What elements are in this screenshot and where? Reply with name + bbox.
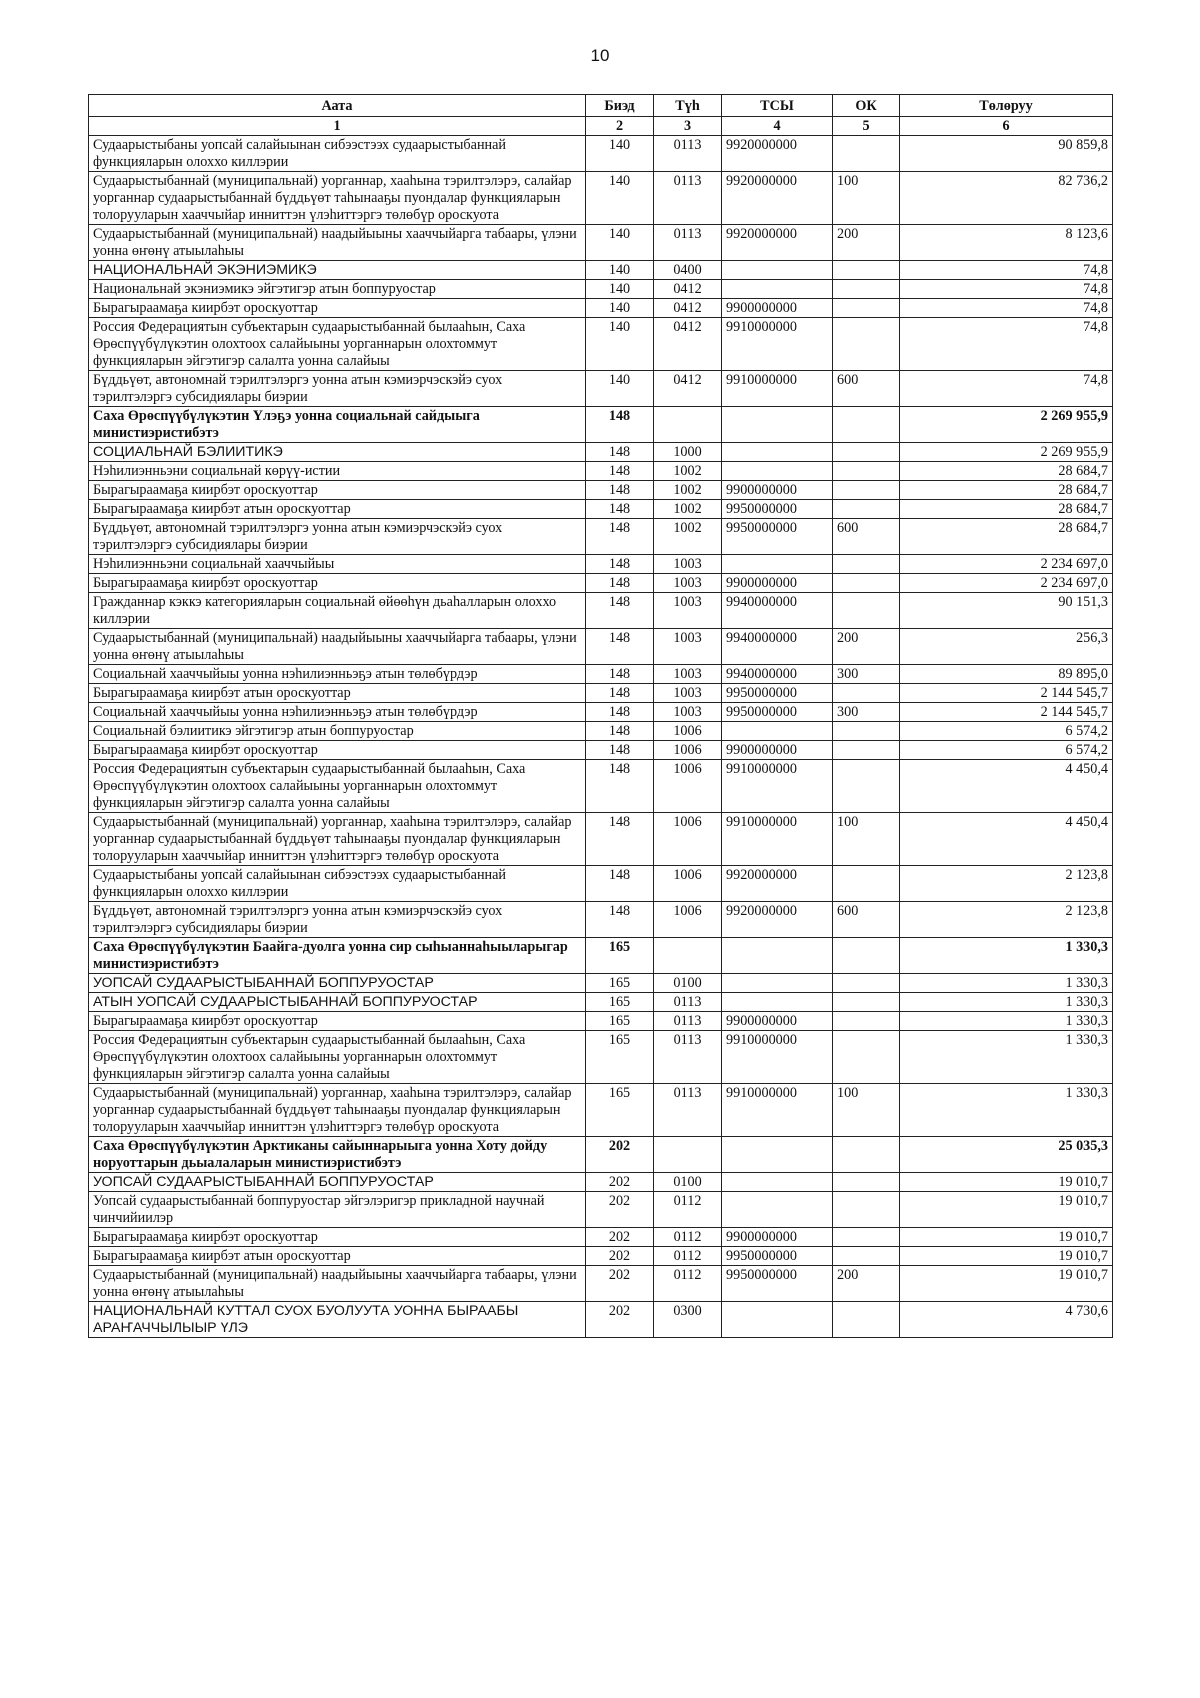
row-ok-cell: 300 [833, 703, 900, 722]
row-amount-cell: 6 574,2 [900, 722, 1113, 741]
row-ok-cell [833, 318, 900, 371]
row-tsy-cell [722, 280, 833, 299]
table-row [89, 813, 1113, 866]
row-ved-cell: 148 [586, 866, 654, 902]
row-ved-cell: 148 [586, 462, 654, 481]
row-amount-cell: 4 450,4 [900, 813, 1113, 866]
row-ok-cell: 600 [833, 902, 900, 938]
row-name-cell: НАЦИОНАЛЬНАЙ КУТТАЛ СУОХ БУОЛУУТА УОННА БЫРААБЫ АРАҤАЧЧЫЛЫЫР ҮЛЭ [89, 1302, 586, 1338]
header-number: 6 [900, 117, 1113, 136]
row-tuh-cell: 1003 [654, 684, 722, 703]
table-row [89, 1192, 1113, 1228]
row-amount-cell: 19 010,7 [900, 1173, 1113, 1192]
row-ved-cell: 148 [586, 760, 654, 813]
table-row [89, 1247, 1113, 1266]
row-amount-cell: 1 330,3 [900, 1031, 1113, 1084]
row-ok-cell [833, 684, 900, 703]
row-amount-cell: 6 574,2 [900, 741, 1113, 760]
row-tuh-cell: 1002 [654, 481, 722, 500]
row-ok-cell: 200 [833, 225, 900, 261]
row-name-cell: УОПСАЙ СУДААРЫСТЫБАННАЙ БОППУРУОСТАР [89, 1173, 586, 1192]
row-ok-cell [833, 500, 900, 519]
row-tsy-cell: 9950000000 [722, 1247, 833, 1266]
row-tuh-cell: 0112 [654, 1247, 722, 1266]
row-tuh-cell: 0100 [654, 1173, 722, 1192]
row-tsy-cell [722, 1302, 833, 1338]
row-name-cell: Уопсай судаарыстыбаннай боппуруостар эйгэлэригэр прикладной научнай чинчийиилэр [89, 1192, 586, 1228]
table-row [89, 519, 1113, 555]
row-tsy-cell: 9900000000 [722, 1228, 833, 1247]
row-amount-cell: 2 144 545,7 [900, 684, 1113, 703]
row-ok-cell [833, 1192, 900, 1228]
header-name: Аата [89, 95, 586, 117]
row-amount-cell: 1 330,3 [900, 1084, 1113, 1137]
row-ved-cell: 148 [586, 741, 654, 760]
row-amount-cell: 2 123,8 [900, 902, 1113, 938]
row-amount-cell: 74,8 [900, 371, 1113, 407]
row-tsy-cell: 9940000000 [722, 665, 833, 684]
row-ved-cell: 140 [586, 299, 654, 318]
row-tsy-cell: 9940000000 [722, 629, 833, 665]
row-name-cell: АТЫН УОПСАЙ СУДААРЫСТЫБАННАЙ БОППУРУОСТАР [89, 993, 586, 1012]
header-number: 4 [722, 117, 833, 136]
row-ved-cell: 165 [586, 993, 654, 1012]
row-tuh-cell: 0412 [654, 371, 722, 407]
row-ok-cell [833, 993, 900, 1012]
row-name-cell: Социальнай бэлиитикэ эйгэтигэр атын боппуруостар [89, 722, 586, 741]
row-tsy-cell: 9920000000 [722, 136, 833, 172]
row-tsy-cell: 9920000000 [722, 172, 833, 225]
row-tsy-cell: 9900000000 [722, 741, 833, 760]
row-name-cell: Россия Федерациятын субъектарын судаарыстыбаннай былааһын, Саха Өрөспүүбүлүкэтин олохтоох салайыыны уорганнарын олохтоммут функцияларын эйгэтигэр салалта уонна салайыы [89, 760, 586, 813]
table-row [89, 462, 1113, 481]
row-ok-cell [833, 574, 900, 593]
row-tsy-cell [722, 938, 833, 974]
row-ok-cell [833, 866, 900, 902]
row-ok-cell: 100 [833, 813, 900, 866]
row-ved-cell: 202 [586, 1228, 654, 1247]
row-ok-cell [833, 443, 900, 462]
header-number: 3 [654, 117, 722, 136]
row-ved-cell: 148 [586, 519, 654, 555]
row-name-cell: Гражданнар кэккэ категорияларын социальнай өйөөһүн дьаһалларын олоххо киллэрии [89, 593, 586, 629]
row-ved-cell: 202 [586, 1247, 654, 1266]
row-tuh-cell: 0400 [654, 261, 722, 280]
row-name-cell: Бырагыраамаҕа киирбэт атын ороскуоттар [89, 684, 586, 703]
row-name-cell: НАЦИОНАЛЬНАЙ ЭКЭНИЭМИКЭ [89, 261, 586, 280]
row-ok-cell: 600 [833, 519, 900, 555]
row-tsy-cell: 9900000000 [722, 1012, 833, 1031]
table-row [89, 500, 1113, 519]
row-tsy-cell: 9920000000 [722, 225, 833, 261]
header-number: 1 [89, 117, 586, 136]
row-tuh-cell: 1006 [654, 722, 722, 741]
row-ok-cell [833, 1247, 900, 1266]
row-name-cell: Бүддьүөт, автономнай тэрилтэлэргэ уонна атын кэмиэрчэскэйэ суох тэрилтэлэргэ субсидиялары биэрии [89, 902, 586, 938]
row-tsy-cell: 9950000000 [722, 1266, 833, 1302]
table-row [89, 574, 1113, 593]
row-amount-cell: 256,3 [900, 629, 1113, 665]
row-ok-cell [833, 462, 900, 481]
table-row [89, 722, 1113, 741]
row-name-cell: Судаарыстыбаннай (муниципальнай) уорганнар, хааһына тэрилтэлэрэ, салайар уорганнар судаарыстыбаннай бүддьүөт таһынааҕы пуондалар функцияларын толорууларын хааччыйар инниттэн үлэһиттэргэ төлөбүр ороскуота [89, 172, 586, 225]
table-row [89, 1031, 1113, 1084]
table-row [89, 481, 1113, 500]
table-row [89, 407, 1113, 443]
row-ok-cell [833, 1228, 900, 1247]
row-ved-cell: 202 [586, 1173, 654, 1192]
table-row [89, 1137, 1113, 1173]
row-ok-cell [833, 299, 900, 318]
row-tuh-cell: 0112 [654, 1228, 722, 1247]
row-ok-cell [833, 280, 900, 299]
row-tsy-cell: 9900000000 [722, 299, 833, 318]
row-tuh-cell: 0112 [654, 1266, 722, 1302]
row-ok-cell: 300 [833, 665, 900, 684]
row-ok-cell [833, 1012, 900, 1031]
row-ok-cell [833, 555, 900, 574]
row-ok-cell [833, 1302, 900, 1338]
row-name-cell: Социальнай хааччыйыы уонна нэһилиэнньэҕэ атын төлөбүрдэр [89, 703, 586, 722]
row-name-cell: Судаарыстыбаннай (муниципальнай) наадыйыыны хааччыйарга табаары, үлэни уонна өҥөнү атыылаһыы [89, 1266, 586, 1302]
row-ved-cell: 165 [586, 974, 654, 993]
row-ved-cell: 148 [586, 574, 654, 593]
row-tsy-cell: 9940000000 [722, 593, 833, 629]
header-ok: ОК [833, 95, 900, 117]
table-row [89, 938, 1113, 974]
row-amount-cell: 19 010,7 [900, 1192, 1113, 1228]
header-number: 5 [833, 117, 900, 136]
row-ok-cell [833, 722, 900, 741]
row-tuh-cell: 0113 [654, 136, 722, 172]
row-name-cell: Бырагыраамаҕа киирбэт ороскуоттар [89, 574, 586, 593]
table-row [89, 629, 1113, 665]
row-ved-cell: 165 [586, 1012, 654, 1031]
row-ved-cell: 140 [586, 136, 654, 172]
table-row [89, 1228, 1113, 1247]
row-tuh-cell: 1002 [654, 519, 722, 555]
row-ok-cell [833, 938, 900, 974]
row-amount-cell: 25 035,3 [900, 1137, 1113, 1173]
row-amount-cell: 19 010,7 [900, 1247, 1113, 1266]
row-ok-cell: 100 [833, 172, 900, 225]
row-ok-cell [833, 261, 900, 280]
row-ok-cell [833, 974, 900, 993]
row-amount-cell: 19 010,7 [900, 1228, 1113, 1247]
row-tuh-cell: 1006 [654, 741, 722, 760]
row-tsy-cell: 9920000000 [722, 902, 833, 938]
row-ok-cell [833, 593, 900, 629]
table-row [89, 741, 1113, 760]
row-tuh-cell: 1003 [654, 574, 722, 593]
row-ved-cell: 140 [586, 318, 654, 371]
row-tuh-cell: 1003 [654, 555, 722, 574]
row-amount-cell: 74,8 [900, 261, 1113, 280]
row-ved-cell: 148 [586, 813, 654, 866]
table-row [89, 1302, 1113, 1338]
row-ok-cell [833, 1173, 900, 1192]
table-body [89, 136, 1113, 1338]
row-tuh-cell: 1006 [654, 866, 722, 902]
row-amount-cell: 1 330,3 [900, 938, 1113, 974]
row-tsy-cell [722, 1173, 833, 1192]
row-tsy-cell: 9910000000 [722, 1031, 833, 1084]
row-ved-cell: 140 [586, 172, 654, 225]
row-amount-cell: 8 123,6 [900, 225, 1113, 261]
row-tsy-cell [722, 462, 833, 481]
row-name-cell: Бырагыраамаҕа киирбэт ороскуоттар [89, 741, 586, 760]
table-row [89, 974, 1113, 993]
row-ved-cell: 148 [586, 555, 654, 574]
row-ved-cell: 165 [586, 1084, 654, 1137]
row-tuh-cell: 0113 [654, 172, 722, 225]
row-tuh-cell: 1006 [654, 760, 722, 813]
table-row [89, 1012, 1113, 1031]
header-tuh: Түһ [654, 95, 722, 117]
row-amount-cell: 1 330,3 [900, 993, 1113, 1012]
table-row [89, 371, 1113, 407]
row-amount-cell: 89 895,0 [900, 665, 1113, 684]
row-ved-cell: 148 [586, 593, 654, 629]
row-tsy-cell: 9910000000 [722, 318, 833, 371]
row-name-cell: СОЦИАЛЬНАЙ БЭЛИИТИКЭ [89, 443, 586, 462]
row-ok-cell: 600 [833, 371, 900, 407]
header-number-row [89, 117, 1113, 136]
row-amount-cell: 74,8 [900, 318, 1113, 371]
table-row [89, 993, 1113, 1012]
row-amount-cell: 1 330,3 [900, 974, 1113, 993]
row-ved-cell: 148 [586, 703, 654, 722]
row-ved-cell: 148 [586, 629, 654, 665]
row-tsy-cell [722, 993, 833, 1012]
row-name-cell: Судаарыстыбаннай (муниципальнай) уорганнар, хааһына тэрилтэлэрэ, салайар уорганнар судаарыстыбаннай бүддьүөт таһынааҕы пуондалар функцияларын толорууларын хааччыйар инниттэн үлэһиттэргэ төлөбүр ороскуота [89, 1084, 586, 1137]
row-name-cell: Социальнай хааччыйыы уонна нэһилиэнньэҕэ атын төлөбүрдэр [89, 665, 586, 684]
row-tuh-cell: 1003 [654, 593, 722, 629]
table-row [89, 665, 1113, 684]
table-row [89, 760, 1113, 813]
row-ved-cell: 165 [586, 938, 654, 974]
row-tuh-cell: 0412 [654, 299, 722, 318]
row-amount-cell: 28 684,7 [900, 462, 1113, 481]
row-name-cell: Судаарыстыбаны уопсай салайыынан сибээстээх судаарыстыбаннай функцияларын олоххо киллэрии [89, 866, 586, 902]
header-tsy: ТСЫ [722, 95, 833, 117]
row-ok-cell: 100 [833, 1084, 900, 1137]
row-amount-cell: 19 010,7 [900, 1266, 1113, 1302]
table-row [89, 684, 1113, 703]
row-amount-cell: 82 736,2 [900, 172, 1113, 225]
row-tsy-cell: 9920000000 [722, 866, 833, 902]
row-tuh-cell: 1006 [654, 902, 722, 938]
row-tuh-cell [654, 938, 722, 974]
row-ved-cell: 140 [586, 371, 654, 407]
row-ved-cell: 148 [586, 902, 654, 938]
row-amount-cell: 4 730,6 [900, 1302, 1113, 1338]
header-amount: Төлөруу [900, 95, 1113, 117]
row-ok-cell [833, 407, 900, 443]
table-row [89, 593, 1113, 629]
row-tuh-cell [654, 1137, 722, 1173]
row-ved-cell: 148 [586, 443, 654, 462]
row-tuh-cell: 1003 [654, 703, 722, 722]
row-tuh-cell: 0113 [654, 993, 722, 1012]
row-ved-cell: 202 [586, 1192, 654, 1228]
row-name-cell: УОПСАЙ СУДААРЫСТЫБАННАЙ БОППУРУОСТАР [89, 974, 586, 993]
row-tuh-cell: 0113 [654, 225, 722, 261]
page-number: 10 [590, 46, 610, 65]
row-tuh-cell: 0113 [654, 1012, 722, 1031]
row-name-cell: Бырагыраамаҕа киирбэт ороскуоттар [89, 1012, 586, 1031]
row-tsy-cell: 9950000000 [722, 684, 833, 703]
row-amount-cell: 90 859,8 [900, 136, 1113, 172]
row-tsy-cell: 9900000000 [722, 574, 833, 593]
row-tsy-cell: 9910000000 [722, 760, 833, 813]
row-ved-cell: 140 [586, 225, 654, 261]
row-amount-cell: 28 684,7 [900, 500, 1113, 519]
row-name-cell: Россия Федерациятын субъектарын судаарыстыбаннай былааһын, Саха Өрөспүүбүлүкэтин олохтоох салайыыны уорганнарын олохтоммут функцияларын эйгэтигэр салалта уонна салайыы [89, 1031, 586, 1084]
row-name-cell: Судаарыстыбаны уопсай салайыынан сибээстээх судаарыстыбаннай функцияларын олоххо киллэрии [89, 136, 586, 172]
row-tsy-cell: 9910000000 [722, 371, 833, 407]
row-amount-cell: 2 144 545,7 [900, 703, 1113, 722]
table-row [89, 1173, 1113, 1192]
table-row [89, 443, 1113, 462]
row-ved-cell: 202 [586, 1137, 654, 1173]
row-ved-cell: 148 [586, 684, 654, 703]
row-tsy-cell [722, 443, 833, 462]
row-tuh-cell: 1000 [654, 443, 722, 462]
header-ved: Биэд [586, 95, 654, 117]
row-tsy-cell [722, 1192, 833, 1228]
row-name-cell: Бырагыраамаҕа киирбэт атын ороскуоттар [89, 500, 586, 519]
row-name-cell: Россия Федерациятын субъектарын судаарыстыбаннай былааһын, Саха Өрөспүүбүлүкэтин олохтоох салайыыны уорганнарын олохтоммут функцияларын эйгэтигэр салалта уонна салайыы [89, 318, 586, 371]
row-amount-cell: 4 450,4 [900, 760, 1113, 813]
row-name-cell: Судаарыстыбаннай (муниципальнай) наадыйыыны хааччыйарга табаары, үлэни уонна өҥөнү атыылаһыы [89, 225, 586, 261]
table-row [89, 225, 1113, 261]
table-row [89, 703, 1113, 722]
budget-table [88, 94, 1113, 1338]
row-name-cell: Саха Өрөспүүбүлүкэтин Баайга-дуолга уонна сир сыһыаннаһыыларыгар министиэристибэтэ [89, 938, 586, 974]
row-tuh-cell: 1003 [654, 665, 722, 684]
row-name-cell: Национальнай экэниэмикэ эйгэтигэр атын боппуруостар [89, 280, 586, 299]
row-ok-cell [833, 481, 900, 500]
row-tsy-cell: 9950000000 [722, 500, 833, 519]
row-tuh-cell: 0100 [654, 974, 722, 993]
row-name-cell: Судаарыстыбаннай (муниципальнай) наадыйыыны хааччыйарга табаары, үлэни уонна өҥөнү атыылаһыы [89, 629, 586, 665]
row-ok-cell: 200 [833, 1266, 900, 1302]
table-row [89, 1084, 1113, 1137]
row-ved-cell: 202 [586, 1266, 654, 1302]
row-tuh-cell: 1006 [654, 813, 722, 866]
row-ved-cell: 148 [586, 665, 654, 684]
row-tsy-cell [722, 407, 833, 443]
row-tuh-cell: 0412 [654, 318, 722, 371]
row-name-cell: Нэһилиэнньэни социальнай хааччыйыы [89, 555, 586, 574]
row-tsy-cell [722, 555, 833, 574]
row-tuh-cell: 0113 [654, 1084, 722, 1137]
row-tsy-cell [722, 722, 833, 741]
row-ved-cell: 140 [586, 261, 654, 280]
table-row [89, 1266, 1113, 1302]
row-amount-cell: 2 234 697,0 [900, 574, 1113, 593]
row-tuh-cell: 0112 [654, 1192, 722, 1228]
row-ved-cell: 148 [586, 500, 654, 519]
row-name-cell: Саха Өрөспүүбүлүкэтин Арктиканы сайыннарыыга уонна Хоту дойду норуоттарын дьыалаларын министиэристибэтэ [89, 1137, 586, 1173]
row-tuh-cell: 0412 [654, 280, 722, 299]
row-tuh-cell: 0300 [654, 1302, 722, 1338]
row-amount-cell: 74,8 [900, 299, 1113, 318]
row-tsy-cell [722, 261, 833, 280]
table-row [89, 866, 1113, 902]
row-tsy-cell [722, 974, 833, 993]
row-name-cell: Нэһилиэнньэни социальнай көрүү-истии [89, 462, 586, 481]
row-amount-cell: 1 330,3 [900, 1012, 1113, 1031]
row-ved-cell: 202 [586, 1302, 654, 1338]
row-name-cell: Бүддьүөт, автономнай тэрилтэлэргэ уонна атын кэмиэрчэскэйэ суох тэрилтэлэргэ субсидиялары биэрии [89, 371, 586, 407]
row-tsy-cell: 9950000000 [722, 703, 833, 722]
row-tsy-cell [722, 1137, 833, 1173]
row-amount-cell: 74,8 [900, 280, 1113, 299]
row-tuh-cell: 1002 [654, 500, 722, 519]
row-name-cell: Судаарыстыбаннай (муниципальнай) уорганнар, хааһына тэрилтэлэрэ, салайар уорганнар судаарыстыбаннай бүддьүөт таһынааҕы пуондалар функцияларын толорууларын хааччыйар инниттэн үлэһиттэргэ төлөбүр ороскуота [89, 813, 586, 866]
row-name-cell: Бырагыраамаҕа киирбэт атын ороскуоттар [89, 1247, 586, 1266]
row-tuh-cell: 1002 [654, 462, 722, 481]
row-amount-cell: 2 269 955,9 [900, 407, 1113, 443]
row-amount-cell: 28 684,7 [900, 519, 1113, 555]
table-row [89, 299, 1113, 318]
row-ved-cell: 148 [586, 722, 654, 741]
row-ok-cell: 200 [833, 629, 900, 665]
row-name-cell: Саха Өрөспүүбүлүкэтин Үлэҕэ уонна социальнай сайдыыга министиэристибэтэ [89, 407, 586, 443]
row-amount-cell: 2 234 697,0 [900, 555, 1113, 574]
row-tsy-cell: 9950000000 [722, 519, 833, 555]
row-ok-cell [833, 760, 900, 813]
row-name-cell: Бырагыраамаҕа киирбэт ороскуоттар [89, 481, 586, 500]
row-ok-cell [833, 1137, 900, 1173]
row-tsy-cell: 9910000000 [722, 813, 833, 866]
row-tsy-cell: 9900000000 [722, 481, 833, 500]
table-row [89, 136, 1113, 172]
row-amount-cell: 2 123,8 [900, 866, 1113, 902]
row-ved-cell: 148 [586, 407, 654, 443]
table-row [89, 280, 1113, 299]
table-row [89, 261, 1113, 280]
header-number: 2 [586, 117, 654, 136]
table-row [89, 902, 1113, 938]
row-ved-cell: 165 [586, 1031, 654, 1084]
row-tuh-cell: 1003 [654, 629, 722, 665]
row-tsy-cell: 9910000000 [722, 1084, 833, 1137]
table-row [89, 318, 1113, 371]
row-name-cell: Бүддьүөт, автономнай тэрилтэлэргэ уонна атын кэмиэрчэскэйэ суох тэрилтэлэргэ субсидиялары биэрии [89, 519, 586, 555]
row-ok-cell [833, 1031, 900, 1084]
row-ved-cell: 148 [586, 481, 654, 500]
row-tuh-cell: 0113 [654, 1031, 722, 1084]
row-ok-cell [833, 741, 900, 760]
table-row [89, 172, 1113, 225]
row-name-cell: Бырагыраамаҕа киирбэт ороскуоттар [89, 299, 586, 318]
row-amount-cell: 28 684,7 [900, 481, 1113, 500]
row-amount-cell: 90 151,3 [900, 593, 1113, 629]
row-name-cell: Бырагыраамаҕа киирбэт ороскуоттар [89, 1228, 586, 1247]
row-ok-cell [833, 136, 900, 172]
row-amount-cell: 2 269 955,9 [900, 443, 1113, 462]
row-tuh-cell [654, 407, 722, 443]
table-row [89, 555, 1113, 574]
header-row [89, 95, 1113, 117]
row-ved-cell: 140 [586, 280, 654, 299]
